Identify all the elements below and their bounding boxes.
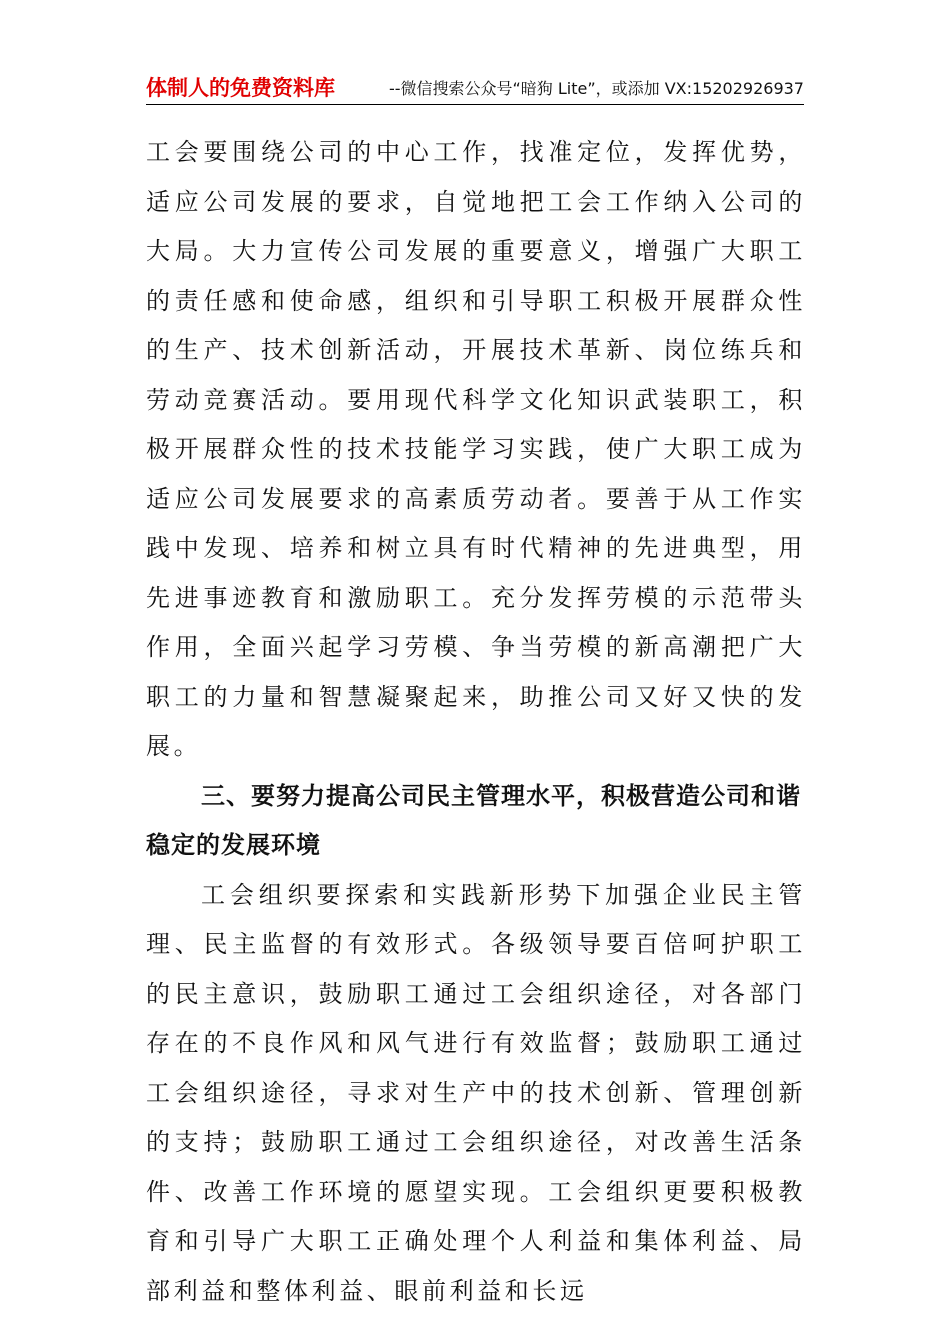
brand-title: 体制人的免费资料库 xyxy=(146,76,335,100)
page-header xyxy=(146,66,804,105)
document-body xyxy=(146,128,806,1316)
body-paragraph-2: 工会组织要探索和实践新形势下加强企业民主管理、民主监督的有效形式。各级领导要百倍呵护职工的民主意识，鼓励职工通过工会组织途径，对各部门存在的不良作风和风气进行有效监督；鼓励职工通过工会组织途径，寻求对生产中的技术创新、管理创新的支持；鼓励职工通过工会组织途径，对改善生活条件、改善工作环境的愿望实现。工会组织更要积极教育和引导广大职工正确处理个人利益和集体利益、局部利益和整体利益、眼前利益和长远 xyxy=(146,880,806,1305)
contact-info: --微信搜索公众号“暗狗 Lite”，或添加 VX:15202926937 xyxy=(388,79,804,98)
section-heading-3: 三、要努力提高公司民主管理水平，积极营造公司和谐稳定的发展环境 xyxy=(146,781,801,859)
body-paragraph-1: 工会要围绕公司的中心工作，找准定位，发挥优势，适应公司发展的要求，自觉地把工会工作纳入公司的大局。大力宣传公司发展的重要意义，增强广大职工的责任感和使命感，组织和引导职工积极开展群众性的生产、技术创新活动，开展技术革新、岗位练兵和劳动竞赛活动。要用现代科学文化知识武装职工，积极开展群众性的技术技能学习实践，使广大职工成为适应公司发展要求的高素质劳动者。要善于从工作实践中发现、培养和树立具有时代精神的先进典型，用先进事迹教育和激励职工。充分发挥劳模的示范带头作用，全面兴起学习劳模、争当劳模的新高潮把广大职工的力量和智慧凝聚起来，助推公司又好又快的发展。 xyxy=(146,138,806,760)
